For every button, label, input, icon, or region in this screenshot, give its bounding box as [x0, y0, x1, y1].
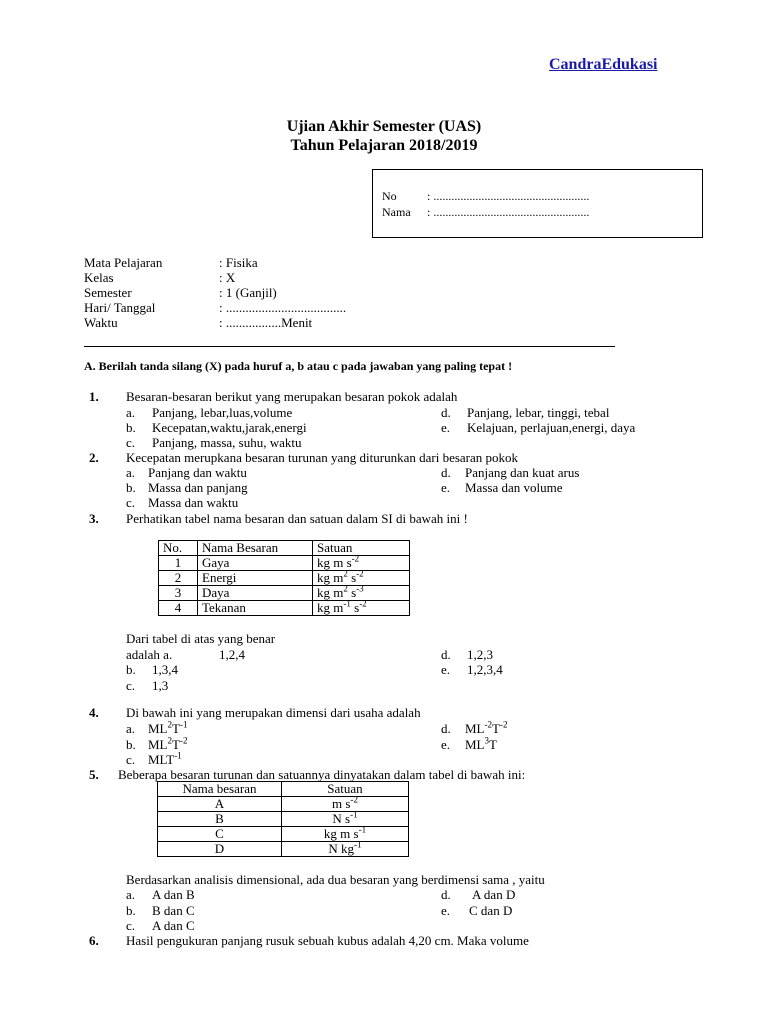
table-cell: kg $m^2$ $s^{-3}$	[313, 586, 410, 601]
table-cell: m $s^{-2}$	[282, 797, 409, 812]
q4-option-a[interactable]: a. $ML^2T^{-1}$	[126, 719, 188, 736]
name-label: Nama	[382, 205, 411, 219]
info-value: : .....................................	[219, 300, 347, 315]
q4-option-b[interactable]: b. $ML^2T^{-2}$	[126, 735, 188, 752]
name-value[interactable]: : ....................................................	[427, 205, 590, 219]
q5-option-c[interactable]: c. A dan C	[126, 918, 195, 933]
table-cell: B	[158, 812, 282, 827]
exam-title: Ujian Akhir Semester (UAS)	[286, 118, 482, 135]
q1-number: 1.	[89, 389, 99, 404]
info-row	[84, 315, 312, 330]
info-label: Waktu	[84, 315, 118, 330]
table-header: Satuan	[282, 782, 409, 797]
q1-option-b[interactable]: b. Kecepatan,waktu,jarak,energi	[126, 420, 307, 435]
q2-option-c[interactable]: c. Massa dan waktu	[126, 495, 239, 510]
info-row	[84, 300, 346, 315]
table-row	[159, 556, 410, 571]
q4-option-c[interactable]: c. $MLT^{-1}$	[126, 750, 182, 767]
brand-link[interactable]: CandraEdukasi	[549, 56, 658, 73]
table-row	[158, 827, 409, 842]
table-cell: Tekanan	[198, 601, 313, 616]
q4-text: Di bawah ini yang merupakan dimensi dari usaha adalah	[126, 705, 421, 720]
exam-year: Tahun Pelajaran 2018/2019	[290, 137, 478, 154]
table-row	[159, 586, 410, 601]
info-value: : .................Menit	[219, 315, 313, 330]
q4-option-d[interactable]: d. $ML^{-2}T^{-2}$	[441, 719, 508, 736]
identity-box	[372, 169, 703, 238]
q1-option-a[interactable]: a. Panjang, lebar,luas,volume	[126, 405, 293, 420]
table-header: No.	[159, 541, 198, 556]
table-cell: C	[158, 827, 282, 842]
q3-text: Perhatikan tabel nama besaran dan satuan dalam SI di bawah ini !	[126, 511, 468, 526]
table-cell: Gaya	[198, 556, 313, 571]
q3-option-c[interactable]: c. 1,3	[126, 678, 169, 693]
q2-option-e[interactable]: e. Massa dan volume	[441, 480, 563, 495]
info-label: Kelas	[84, 270, 114, 285]
q5-text: Beberapa besaran turunan dan satuannya dinyatakan dalam tabel di bawah ini:	[118, 767, 526, 782]
info-label: Semester	[84, 285, 132, 300]
table-cell: N $kg^{-1}$	[282, 842, 409, 857]
divider	[84, 346, 615, 347]
info-value: : 1 (Ganjil)	[219, 285, 277, 300]
q5-option-a[interactable]: a. A dan B	[126, 887, 195, 902]
q6-number: 6.	[89, 933, 99, 948]
q3-option-e[interactable]: e. 1,2,3,4	[441, 662, 503, 677]
table-row	[158, 797, 409, 812]
q4-option-e[interactable]: e. $ML^3T$	[441, 735, 497, 752]
no-row	[382, 189, 589, 203]
q2-option-b[interactable]: b. Massa dan panjang	[126, 480, 248, 495]
q3-table	[158, 540, 410, 616]
q5-option-e[interactable]: e. C dan D	[441, 903, 513, 918]
table-cell: 4	[159, 601, 198, 616]
table-header-row	[159, 541, 410, 556]
q2-option-a[interactable]: a. Panjang dan waktu	[126, 465, 247, 480]
q3-option-d[interactable]: d. 1,2,3	[441, 647, 493, 662]
name-row	[382, 205, 589, 219]
table-cell: N $s^{-1}$	[282, 812, 409, 827]
info-row	[84, 285, 277, 300]
q2-text: Kecepatan merupkana besaran turunan yang diturunkan dari besaran pokok	[126, 450, 519, 465]
table-cell: kg $m^{-1}$ $s^{-2}$	[313, 601, 410, 616]
q2-number: 2.	[89, 450, 99, 465]
q1-text: Besaran-besaran berikut yang merupakan besaran pokok adalah	[126, 389, 458, 404]
table-cell: kg $m^2$ $s^{-2}$	[313, 571, 410, 586]
table-cell: kg m $s^{-1}$	[282, 827, 409, 842]
q1-option-d[interactable]: d. Panjang, lebar, tinggi, tebal	[441, 405, 610, 420]
table-cell: 3	[159, 586, 198, 601]
q3-option-a[interactable]: adalah a. 1,2,4	[126, 647, 245, 662]
q1-option-e[interactable]: e. Kelajuan, perlajuan,energi, daya	[441, 420, 636, 435]
q3-followup: Dari tabel di atas yang benar	[126, 631, 276, 646]
table-cell: Daya	[198, 586, 313, 601]
q5-followup: Berdasarkan analisis dimensional, ada dua besaran yang berdimensi sama , yaitu	[126, 872, 545, 887]
table-cell: 2	[159, 571, 198, 586]
q5-option-b[interactable]: b. B dan C	[126, 903, 195, 918]
q3-option-b[interactable]: b. 1,3,4	[126, 662, 178, 677]
table-header-row	[158, 782, 409, 797]
q1-option-c[interactable]: c. Panjang, massa, suhu, waktu	[126, 435, 302, 450]
instruction: A. Berilah tanda silang (X) pada huruf a, b atau c pada jawaban yang paling tepat !	[84, 359, 513, 373]
table-cell: kg m $s^{-2}$	[313, 556, 410, 571]
q5-number: 5.	[89, 767, 99, 782]
table-header: Satuan	[313, 541, 410, 556]
no-label: No	[382, 189, 397, 203]
q2-option-d[interactable]: d. Panjang dan kuat arus	[441, 465, 580, 480]
table-cell: Energi	[198, 571, 313, 586]
info-value: : Fisika	[219, 255, 258, 270]
table-header: Nama besaran	[158, 782, 282, 797]
q4-number: 4.	[89, 705, 99, 720]
table-row	[159, 601, 410, 616]
table-row	[159, 571, 410, 586]
table-row	[158, 812, 409, 827]
table-cell: 1	[159, 556, 198, 571]
info-label: Hari/ Tanggal	[84, 300, 156, 315]
info-label: Mata Pelajaran	[84, 255, 163, 270]
table-cell: D	[158, 842, 282, 857]
info-value: : X	[219, 270, 236, 285]
table-header: Nama Besaran	[198, 541, 313, 556]
q5-table	[157, 781, 409, 857]
q6-text: Hasil pengukuran panjang rusuk sebuah kubus adalah 4,20 cm. Maka volume	[126, 933, 529, 948]
table-row	[158, 842, 409, 857]
q5-option-d[interactable]: d. A dan D	[441, 887, 516, 902]
table-cell: A	[158, 797, 282, 812]
no-value[interactable]: : ....................................................	[427, 189, 590, 203]
info-row	[84, 270, 235, 285]
q3-number: 3.	[89, 511, 99, 526]
info-row	[84, 255, 258, 270]
